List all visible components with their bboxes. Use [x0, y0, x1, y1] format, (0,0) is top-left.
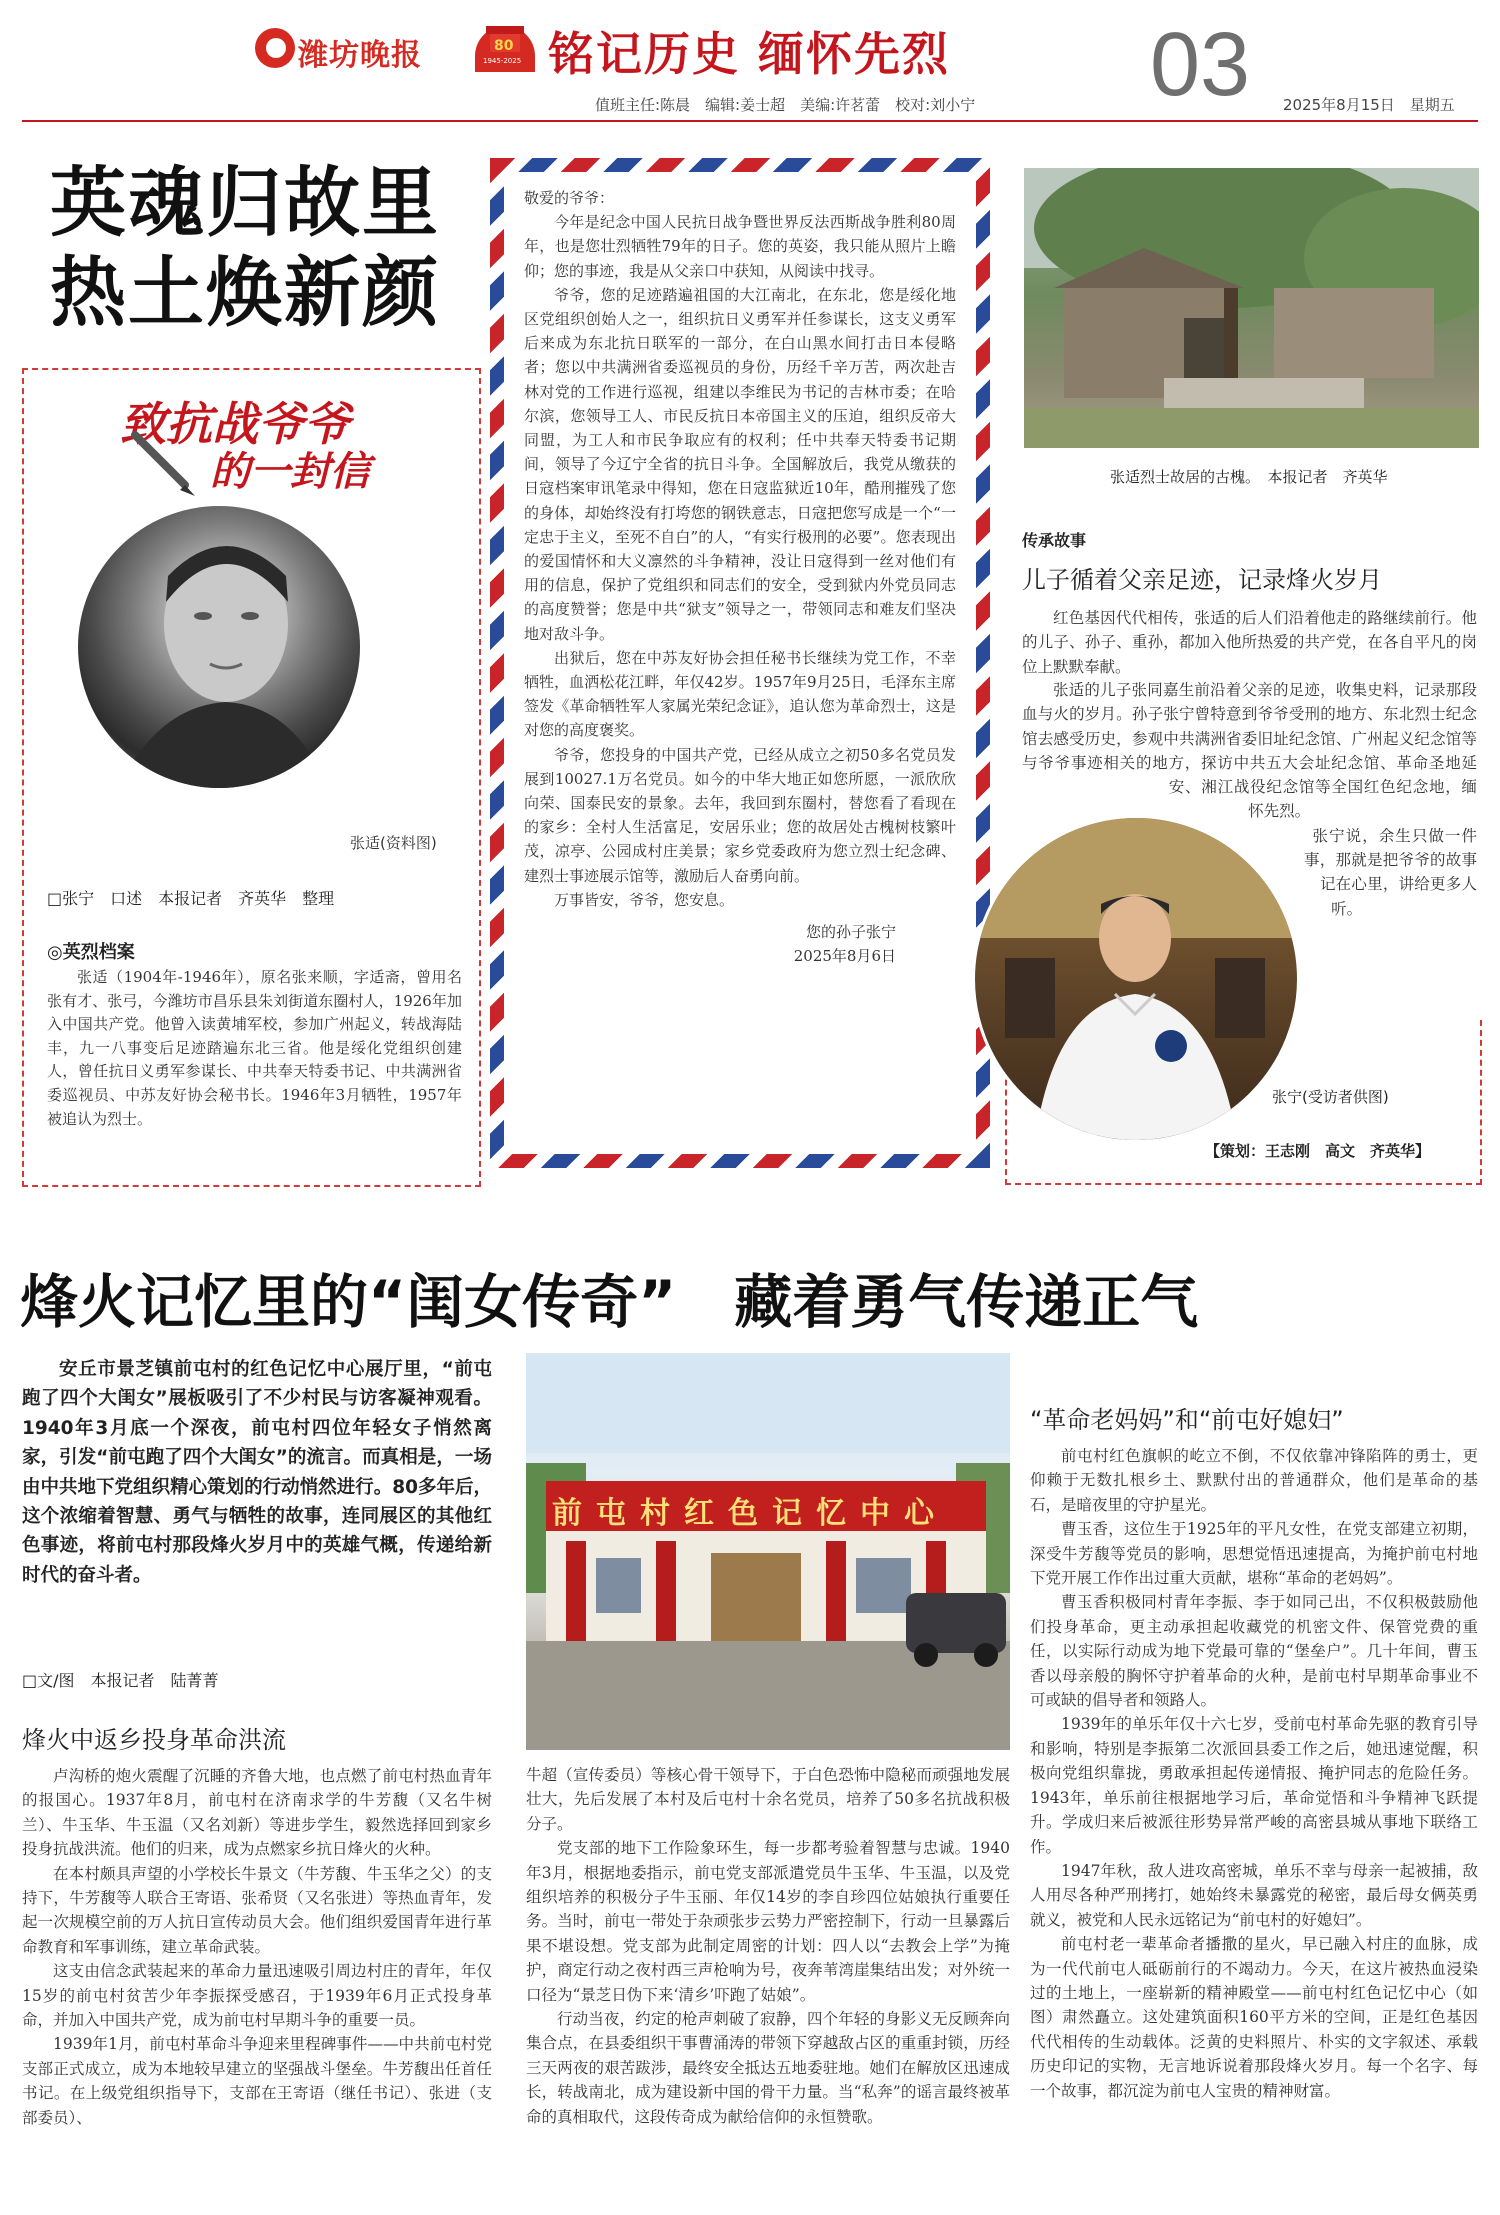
section2-paragraph: 前屯村老一辈革命者播撒的星火，早已融入村庄的血脉，成为一代代前屯人砥砺前行的不竭动力。今天，在这片被热血浸染过的土地上，一座崭新的精神殿堂——前屯村红色记忆中心（如图）肃然矗立。这处建筑面积160平方米的空间，正是红色基因代代相传的生动载体。泛黄的史料照片、朴实的文字叙述、承载历史印记的实物，无言地诉说着那段烽火岁月。每一个名字、每一个故事，都沉淀为前屯人宝贵的精神财富。	[1030, 1935, 1478, 2100]
letter-title-line1: 致抗战爷爷	[120, 397, 350, 451]
profile-paragraph: 张适（1904年-1946年），原名张来顺，字适斋，曾用名张有才、张弓，今潍坊市昌乐县朱刘街道东圈村人，1926年加入中国共产党。他曾入读黄埔军校，参加广州起义，转战海陆丰，九一八事变后足迹踏遍东北三省。他是绥化党组织创建人，曾任抗日义勇军参谋长、中共奉天特委书记、中共满洲省委巡视员、中苏友好协会秘书长。1946年3月牺牲，1957年被追认为烈士。	[47, 968, 462, 1128]
section1-paragraph: 这支由信念武装起来的革命力量迅速吸引周边村庄的青年，年仅15岁的前屯村贫苦少年李振探受感召，于1939年6月正式投身革命，并加入中国共产党，成为前屯村早期斗争的重要一员。	[22, 1962, 492, 2030]
section2-paragraph: 曹玉香，这位生于1925年的平凡女性，在党支部建立初期，深受牛芳馥等党员的影响，思想觉悟迅速提高，为掩护前屯村地下党开展工作作出过重大贡献，堪称“革命的老妈妈”。	[1030, 1520, 1478, 1588]
sub-heading: 儿子循着父亲足迹，记录烽火岁月	[1022, 566, 1382, 594]
page-number: 03	[1150, 15, 1251, 115]
section2-text	[1030, 1444, 1478, 2209]
paper-logo-mark	[266, 38, 286, 58]
story2-lead	[22, 1355, 492, 1590]
sub-paragraph: 张宁说，余生只做一件事，那就是把爷爷的故事记在心里，讲给更多人听。	[1303, 826, 1477, 918]
section2-heading: “革命老妈妈”和“前屯好媳妇”	[1030, 1406, 1344, 1434]
lead-paragraph: 安丘市景芝镇前屯村的红色记忆中心展厅里，“前屯跑了四个大闺女”展板吸引了不少村民与访客凝神观看。1940年3月底一个深夜，前屯村四位年轻女子悄然离家，引发“前屯跑了四个大闺女”的流言。而真相是，一场由中共地下党组织精心策划的行动悄然进行。80多年后，这个浓缩着智慧、勇气与牺牲的故事，连同展区的其他红色事迹，将前屯村那段烽火岁月中的英雄气概，传递给新时代的奋斗者。	[22, 1359, 492, 1586]
memory-center-photo	[526, 1353, 1010, 1750]
section2-paragraph: 曹玉香积极同村青年李振、李于如同己出，不仅积极鼓励他们投身革命，更主动承担起收藏党的机密文件、保管党费的重任，以实际行动成为地下党最可靠的“堡垒户”。几十年间，曹玉香以母亲般的胸怀守护着革命的火种，是前屯村早期革命事业不可或缺的倡导者和领路人。	[1030, 1593, 1478, 1710]
section2-paragraph: 1947年秋，敌人进攻高密城，单乐不幸与母亲一起被捕，敌人用尽各种严刑拷打，她始终未暴露党的秘密，最后母女俩英勇就义，被党和人民永远铭记为“前屯村的好媳妇”。	[1030, 1861, 1478, 1929]
sub-text-top	[1022, 606, 1477, 679]
section2-paragraph: 前屯村红色旗帜的屹立不倒，不仅依靠冲锋陷阵的勇士，更仰赖于无数扎根乡土、默默付出的普通群众，他们是革命的基石，是暗夜里的守护星光。	[1030, 1447, 1478, 1514]
letter-paragraph: 爷爷，您的足迹踏遍祖国的大江南北，在东北，您是绥化地区党组织创始人之一，组织抗日义勇军并任参谋长，这支义勇军后来成为东北抗日联军的一部分，在白山黑水间打击日本侵略者；您以中共满洲省委巡视员的身份，历经千辛万苦，两次赴吉林对党的工作进行巡视，组建以李维民为书记的吉林市委；在哈尔滨，您领导工人、市民反抗日本帝国主义的压迫，组织反帝大同盟，为工人和市民争取应有的权利；任中共奉天特委书记期间，领导了今辽宁全省的抗日斗争。全国解放后，我党从缴获的日寇档案审讯笔录中得知，您在日寇监狱近10年，酷刑摧残了您的身体，却始终没有打垮您的钢铁意志，日寇把您写成是一个“一定忠于主义，至死不自白”的人，“有实行极刑的必要”。您表现出的爱国情怀和大义凛然的斗争精神，没让日寇得到一丝对他们有用的信息，保护了党组织和同志们的安全，受到狱内外党员同志的高度赞誉；您是中共“狱支”领导之一，带领同志和难友们坚决地对敌斗争。	[524, 285, 956, 643]
story2-headline: 烽火记忆里的“闺女传奇” 藏着勇气传递正气	[20, 1268, 1199, 1336]
zhang-ning-portrait	[972, 815, 1300, 1143]
sub-paragraph: 红色基因代代相传，张适的后人们沿着他走的路继续前行。他的儿子、孙子、重孙，都加入他所热爱的共产党，在各自平凡的岗位上默默奉献。	[1022, 609, 1477, 676]
col2-text	[526, 1763, 1010, 2129]
issue-date: 2025年8月15日 星期五	[1283, 96, 1455, 114]
editors-line: 值班主任:陈晨 编辑:姜士超 美编:许茗蕾 校对:刘小宁	[595, 96, 976, 114]
story1-headline-line2: 热土焕新颜	[50, 248, 440, 337]
section1-paragraph: 在本村颇具声望的小学校长牛景文（牛芳馥、牛玉华之父）的支持下，牛芳馥等人联合王寄语、张希贤（又名张进）等热血青年，发起一次规模空前的万人抗日宣传动员大会。他们组织爱国青年进行革命教育和军事训练，建立革命武装。	[22, 1864, 492, 1956]
letter-paper	[504, 172, 976, 1154]
planner-credit: 【策划：王志刚 高文 齐英华】	[1205, 1142, 1431, 1160]
letter-paragraph: 出狱后，您在中苏友好协会担任秘书长继续为党工作，不幸牺牲，血洒松花江畔，年仅42岁。1957年9月25日，毛泽东主席签发《革命牺牲军人家属光荣纪念证》，追认您为革命烈士，这是对您的高度褒奖。	[524, 648, 956, 740]
section1-text	[22, 1764, 492, 2130]
letter-paragraph: 今年是纪念中国人民抗日战争暨世界反法西斯战争胜利80周年，也是您壮烈牺牲79年的日子。您的英姿，我只能从照片上瞻仰；您的事迹，我是从父亲口中获知，从阅读中找寻。	[524, 213, 956, 280]
letter-greeting: 敬爱的爷爷：	[524, 189, 615, 207]
paper-name: 潍坊晚报	[298, 38, 422, 73]
masthead-rule	[22, 120, 1478, 122]
letter-signature: 您的孙子张宁	[805, 923, 896, 942]
photo-caption: 张适烈士故居的古槐。 本报记者 齐英华	[1110, 468, 1388, 486]
portrait-caption: 张适(资料图)	[350, 834, 437, 852]
profile-text	[47, 966, 462, 1131]
section2-paragraph: 1939年的单乐年仅十六七岁，受前屯村革命先驱的教育引导和影响，特别是李振第二次派回县委工作之后，她迅速觉醒，积极向党组织靠拢，勇敢承担起传递情报、掩护同志的危险任务。1943年，单乐前往根据地学习后，革命觉悟和斗争精神飞跃提升。学成归来后被派往形势异常严峻的高密县城从事地下联络工作。	[1030, 1715, 1478, 1856]
section-title: 铭记历史 缅怀先烈	[548, 27, 951, 81]
letter-title-line2: 的一封信	[210, 449, 370, 495]
interviewee-caption: 张宁(受访者供图)	[1272, 1088, 1389, 1106]
section1-paragraph: 卢沟桥的炮火震醒了沉睡的齐鲁大地，也点燃了前屯村热血青年的报国心。1937年8月，前屯村在济南求学的牛芳馥（又名牛树兰）、牛玉华、牛玉温（又名刘新）等进步学生，毅然选择回到家乡投身抗战洪流。他们的归来，成为点燃家乡抗日烽火的火种。	[22, 1767, 492, 1859]
story1-byline: □张宁 口述 本报记者 齐英华 整理	[47, 889, 335, 908]
section1-paragraph: 1939年1月，前屯村革命斗争迎来里程碑事件——中共前屯村党支部正式成立，成为本地较早建立的坚强战斗堡垒。牛芳馥出任首任书记。在上级党组织指导下，支部在王寄语（继任书记）、张进（支部委员）、	[22, 2035, 492, 2127]
letter-date: 2025年8月6日	[793, 947, 896, 966]
story1-headline-line1: 英魂归故里	[50, 158, 440, 247]
section1-heading: 烽火中返乡投身革命洪流	[22, 1726, 286, 1754]
letter-body	[524, 186, 956, 969]
former-residence-photo	[1024, 168, 1479, 448]
sub-paragraph: 张适的儿子张同嘉生前沿着父亲的足迹，收集史料，记录那段血与火的岁月。孙子张宁曾特意到爷爷受刑的地方、东北烈士纪念馆去感受历史，参观中共满洲省委旧址纪念馆、广州起义纪念馆等与爷爷事迹相关的地方，探访中共五大会址纪念馆、革命圣地延安、湘江战役纪念馆等全国红色纪念地，缅怀先烈。	[1022, 681, 1477, 821]
memory-center-sign: 前屯村红色记忆中心	[552, 1496, 948, 1531]
col2-paragraph: 牛超（宣传委员）等核心骨干领导下，于白色恐怖中隐秘而顽强地发展壮大，先后发展了本村及后屯村十余名党员，培养了50多名抗战积极分子。	[526, 1766, 1010, 1833]
sub-kicker: 传承故事	[1022, 531, 1087, 550]
letter-paragraph: 爷爷，您投身的中国共产党，已经从成立之初50多名党员发展到10027.1万名党员。如今的中华大地正如您所愿，一派欣欣向荣、国泰民安的景象。去年，我回到东圈村，替您看了看现在的家乡：全村人生活富足，安居乐业；您的故居处古槐树枝繁叶茂，凉亭、公园成村庄美景；家乡党委政府为您立烈士纪念碑、建烈士事迹展示馆等，激励后人奋勇向前。	[524, 745, 956, 885]
emblem-years: 1945-2025	[483, 57, 522, 65]
pen-icon	[130, 430, 200, 504]
zhang-shi-portrait	[78, 506, 360, 788]
profile-heading: ◎英烈档案	[47, 942, 135, 963]
letter-paragraph: 万事皆安，爷爷，您安息。	[554, 890, 735, 909]
airmail-letter-frame	[490, 158, 990, 1168]
emblem-number: 80	[494, 38, 514, 54]
col2-paragraph: 党支部的地下工作险象环生，每一步都考验着智慧与忠诚。1940年3月，根据地委指示，前屯党支部派遣党员牛玉华、牛玉温，以及党组织培养的积极分子牛玉丽、年仅14岁的李自珍四位姑娘执行重要任务。当时，前屯一带处于杂顽张步云势力严密控制下，行动一旦暴露后果不堪设想。党支部为此制定周密的计划：四人以“去教会上学”为掩护，商定行动之夜村西三声枪响为号，夜奔苇湾崖集结出发；对外统一口径为“景芝日伪下来‘清乡’吓跑了姑娘”。	[526, 1839, 1010, 2004]
story2-byline: □文/图 本报记者 陆菁菁	[22, 1671, 219, 1690]
col2-paragraph: 行动当夜，约定的枪声刺破了寂静，四个年轻的身影义无反顾奔向集合点，在县委组织干事曹涌涛的带领下穿越敌占区的重重封锁，历经三天两夜的艰苦跋涉，最终安全抵达五地委驻地。她们在解放区迅速成长，转战南北，成为建设新中国的骨干力量。当“私奔”的谣言最终被革命的真相取代，这段传奇成为献给信仰的永恒赞歌。	[526, 2010, 1010, 2126]
